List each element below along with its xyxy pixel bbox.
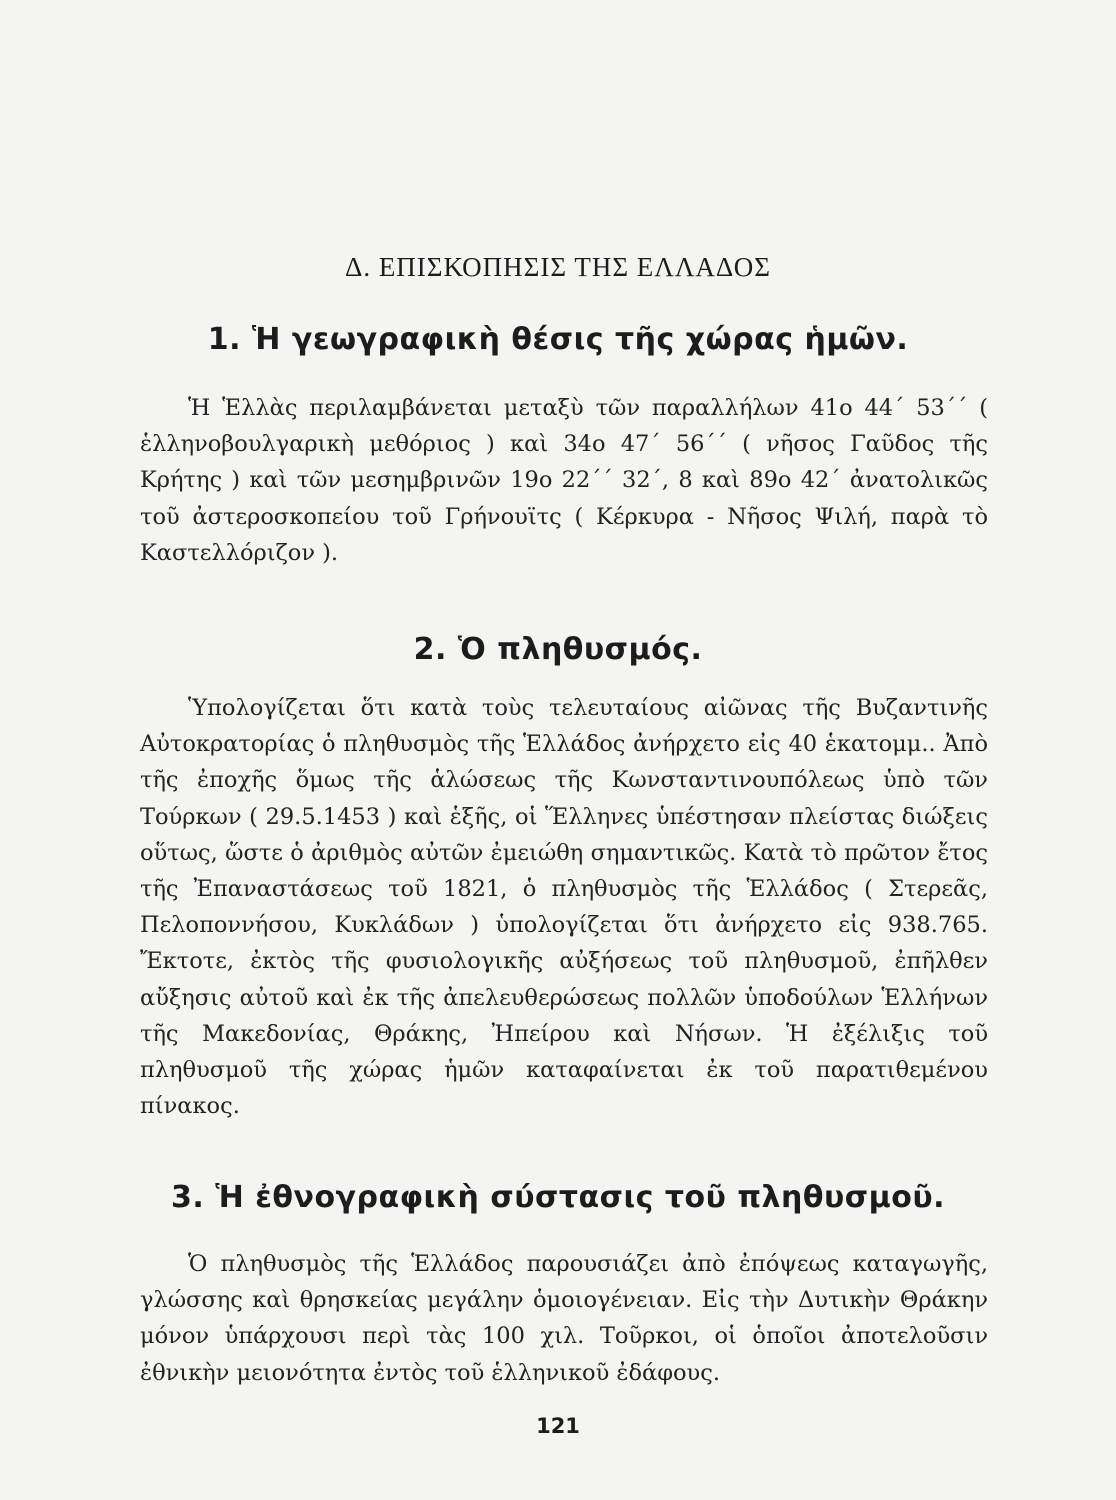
section-paragraph-geographic-position: Ἡ Ἑλλὰς περιλαμβάνεται μεταξὺ τῶν παραλλήλων 41ο 44΄ 53΄΄ ( ἑλληνοβουλγαρικὴ μεθόριος ) καὶ 34ο 47΄ 56΄΄ ( νῆσος Γαῦδος τῆς Κρήτης ) καὶ τῶν μεσημβρινῶν 19ο 22΄΄ 32΄, 8 καὶ 89ο 42΄ ἀνατολικῶς τοῦ ἀστεροσκοπείου τοῦ Γρήνουϊτς ( Κέρκυρα - Νῆσος Ψιλή, παρὰ τὸ Καστελλόριζον ). <box>140 395 988 566</box>
section-heading-geographic-position: 1. Ἡ γεωγραφικὴ θέσις τῆς χώρας ἡμῶν. <box>207 322 909 357</box>
page-number: 121 <box>536 1414 580 1438</box>
section-heading-ethnographic-composition: 3. Ἡ ἐθνογραφικὴ σύστασις τοῦ πληθυσμοῦ. <box>171 1180 945 1215</box>
chapter-heading: Δ. ΕΠΙΣΚΟΠΗΣΙΣ ΤΗΣ ΕΛΛΑΔΟΣ <box>344 252 772 282</box>
section-paragraph-population: Ὑπολογίζεται ὅτι κατὰ τοὺς τελευταίους αἰῶνας τῆς Βυζαντινῆς Αὐτοκρατορίας ὁ πληθυσμὸς τῆς Ἑλλάδος ἀνήρχετο εἰς 40 ἑκατομμ.. Ἀπὸ τῆς ἐποχῆς ὅμως τῆς ἁλώσεως τῆς Κωνσταντινουπόλεως ὑπὸ τῶν Τούρκων ( 29.5.1453 ) καὶ ἑξῆς, οἱ Ἕλληνες ὑπέστησαν πλείστας διώξεις οὕτως, ὥστε ὁ ἀριθμὸς αὐτῶν ἐμειώθη σημαντικῶς. Κατὰ τὸ πρῶτον ἔτος τῆς Ἐπαναστάσεως τοῦ 1821, ὁ πληθυσμὸς τῆς Ἑλλάδος ( Στερεᾶς, Πελοποννήσου, Κυκλάδων ) ὑπολογίζεται ὅτι ἀνήρχετο εἰς 938.765. Ἔκτοτε, ἐκτὸς τῆς φυσιολογικῆς αὐξήσεως τοῦ πληθυσμοῦ, ἐπῆλθεν αὔξησις αὐτοῦ καὶ ἐκ τῆς ἀπελευθερώσεως πολλῶν ὑποδούλων Ἑλλήνων τῆς Μακεδονίας, Θράκης, Ἠπείρου καὶ Νήσων. Ἡ ἐξέλιξις τοῦ πληθυσμοῦ τῆς χώρας ἡμῶν καταφαίνεται ἐκ τοῦ παρατιθεμένου πίνακος. <box>140 695 988 1120</box>
section-heading-population: 2. Ὁ πληθυσμός. <box>413 632 703 667</box>
section-paragraph-ethnographic-composition: Ὁ πληθυσμὸς τῆς Ἑλλάδος παρουσιάζει ἀπὸ ἐπόψεως καταγωγῆς, γλώσσης καὶ θρησκείας μεγάλην ὁμοιογένειαν. Εἰς τὴν Δυτικὴν Θράκην μόνον ὑπάρχουσι περὶ τὰς 100 χιλ. Τοῦρκοι, οἱ ὁποῖοι ἀποτελοῦσιν ἐθνικὴν μειονότητα ἐντὸς τοῦ ἑλληνικοῦ ἐδάφους. <box>140 1251 988 1386</box>
